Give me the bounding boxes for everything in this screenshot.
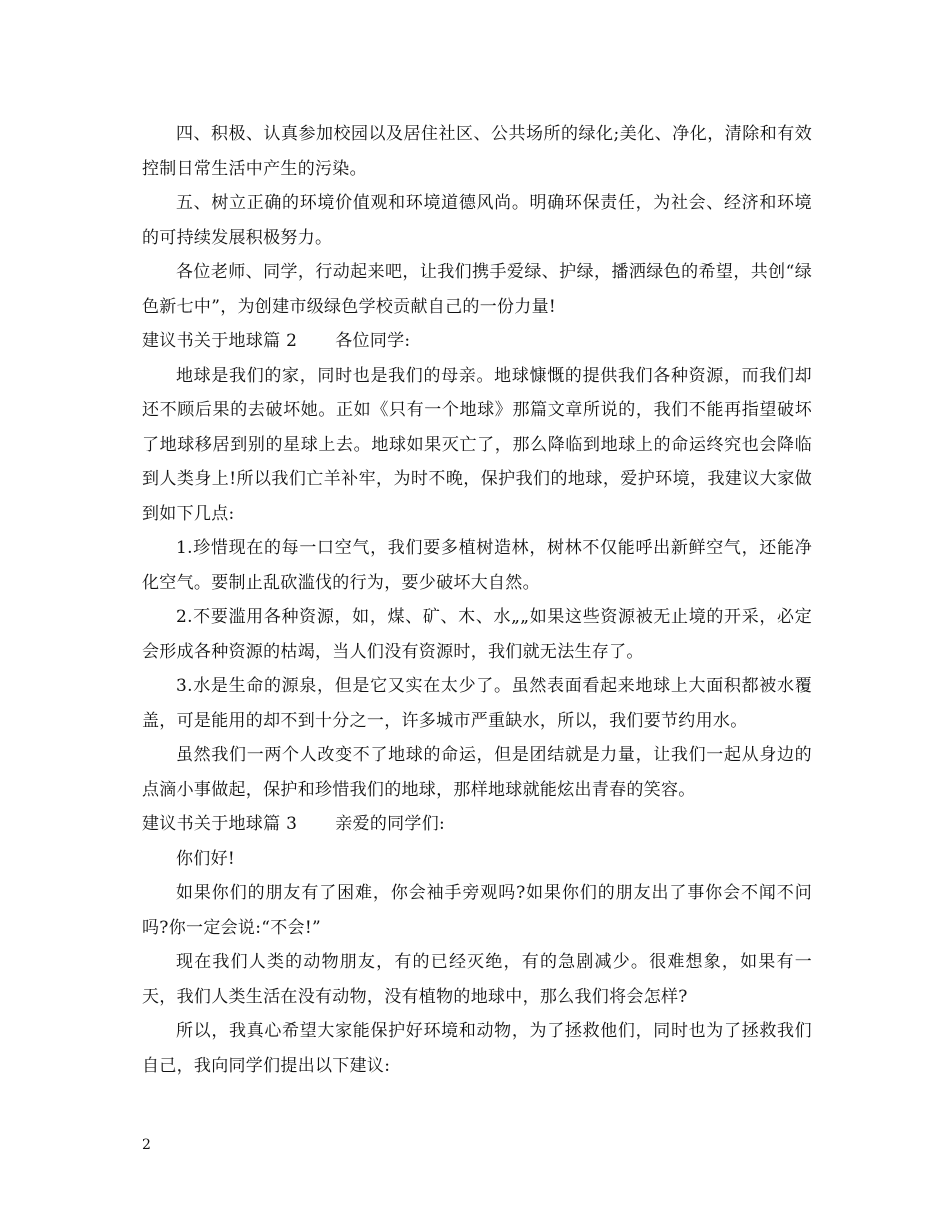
paragraph: 地球是我们的家，同时也是我们的母亲。地球慷慨的提供我们各种资源，而我们却还不顾后果的去破坏她。正如《只有一个地球》那篇文章所说的，我们不能再指望破坏了地球移居到别的星球上去。地球如果灭亡了，那么降临到地球上的命运终究也会降临到人类身上!所以我们亡羊补牢，为时不晚，保护我们的地球，爱护环境，我建议大家做到如下几点: [142,365,812,524]
paragraph: 四、积极、认真参加校园以及居住社区、公共场所的绿化;美化、净化，清除和有效控制日常生活中产生的污染。 [142,124,812,179]
section-title: 建议书关于地球篇 2 [142,331,298,351]
paragraph: 2.不要滥用各种资源，如，煤、矿、木、水„„如果这些资源被无止境的开采，必定会形成各种资源的枯竭，当人们没有资源时，我们就无法生存了。 [142,607,812,662]
document-body [142,117,812,1083]
salutation: 亲爱的同学们: [335,814,446,834]
paragraph: 如果你们的朋友有了困难，你会袖手旁观吗?如果你们的朋友出了事你会不闻不问吗?你一定会说:“不会!” [142,883,812,938]
paragraph: 各位老师、同学，行动起来吧，让我们携手爱绿、护绿，播洒绿色的希望，共创“绿色新七中”，为创建市级绿色学校贡献自己的一份力量! [142,262,812,317]
paragraph: 虽然我们一两个人改变不了地球的命运，但是团结就是力量，让我们一起从身边的点滴小事做起，保护和珍惜我们的地球，那样地球就能炫出青春的笑容。 [142,745,812,800]
page-number: 2 [142,1137,151,1153]
paragraph: 1.珍惜现在的每一口空气，我们要多植树造林，树林不仅能呼出新鲜空气，还能净化空气。要制止乱砍滥伐的行为，要少破坏大自然。 [142,538,812,593]
paragraph: 所以，我真心希望大家能保护好环境和动物，为了拯救他们，同时也为了拯救我们自己，我向同学们提出以下建议: [142,1021,812,1076]
section-heading [142,324,812,359]
section-title: 建议书关于地球篇 3 [142,814,298,834]
paragraph: 3.水是生命的源泉，但是它又实在太少了。虽然表面看起来地球上大面积都被水覆盖，可是能用的却不到十分之一，许多城市严重缺水，所以，我们要节约用水。 [142,676,812,731]
paragraph: 你们好! [176,848,236,869]
section-heading [142,807,812,842]
paragraph: 五、树立正确的环境价值观和环境道德风尚。明确环保责任，为社会、经济和环境的可持续发展积极努力。 [142,193,812,248]
salutation: 各位同学: [335,331,411,351]
paragraph: 现在我们人类的动物朋友，有的已经灭绝，有的急剧减少。很难想象，如果有一天，我们人类生活在没有动物，没有植物的地球中，那么我们将会怎样? [142,952,812,1007]
